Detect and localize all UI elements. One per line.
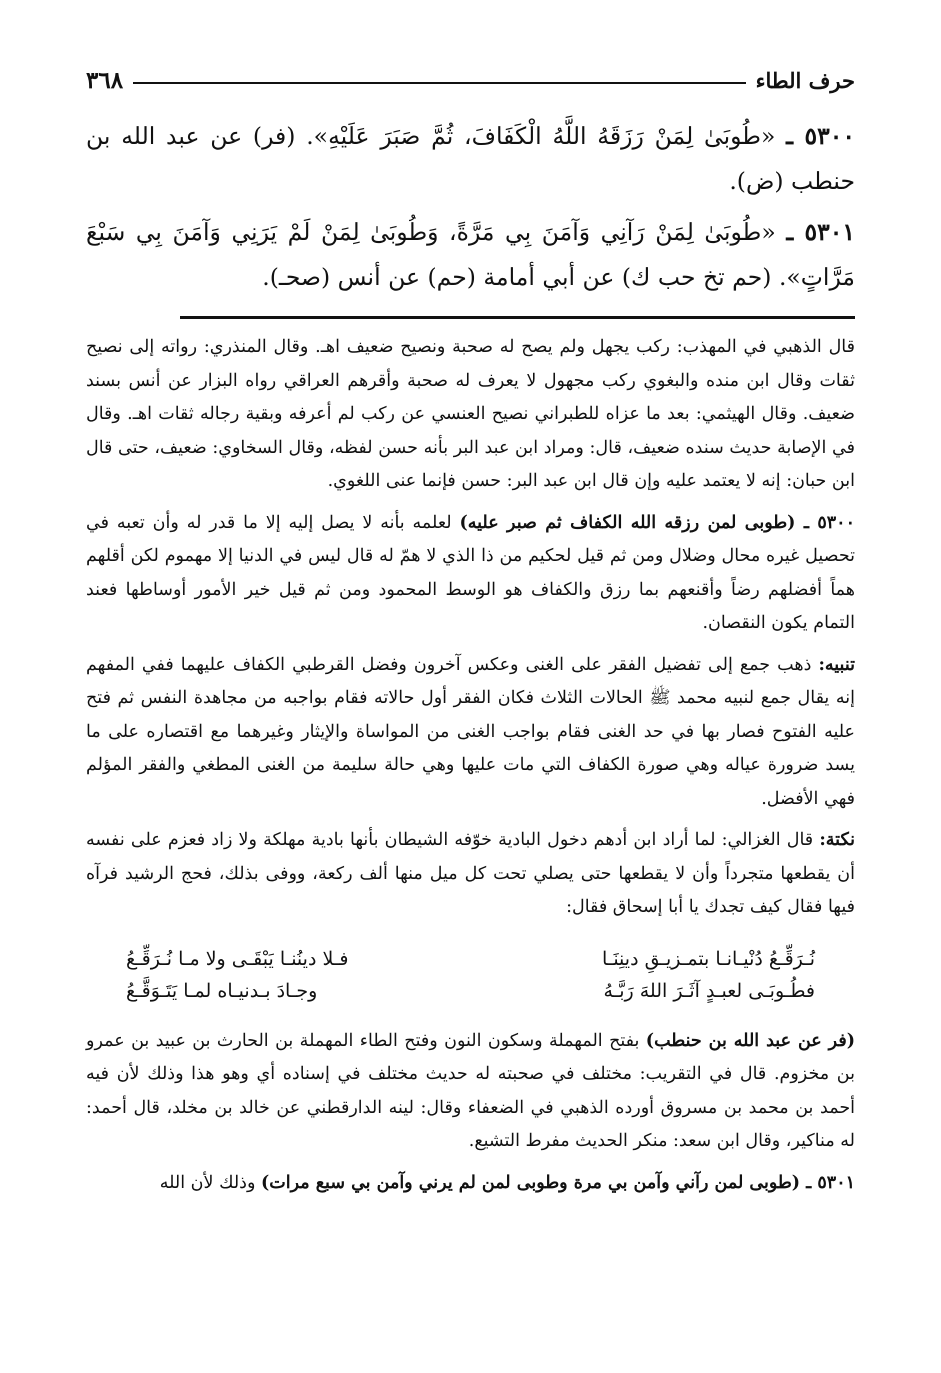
- paragraph-lead: نكتة:: [819, 830, 855, 850]
- paragraph-lead: تنبيه:: [818, 654, 855, 675]
- verse-first-hemistich: نُـرَقِّـعُ دُنْيـانـا بتمـزيـقِ دينِنَـا: [601, 947, 815, 970]
- verse-first-hemistich: فطُـوبَـى لعبـدٍ آثَـرَ اللهَ رَبَّـهُ: [603, 979, 815, 1002]
- footnote-separator: [180, 316, 855, 319]
- commentary-paragraph: [86, 507, 855, 641]
- hadith-text: «طُوبَىٰ لِمَنْ رَزَقَهُ اللَّهُ الْكَفَافَ، ثُمَّ صَبَرَ عَلَيْهِ». (فر) عن عبد الله بن حنطب (ض).: [86, 122, 855, 195]
- commentary-paragraph: [86, 824, 855, 925]
- paragraph-lead: ٥٣٠١ ـ (طوبى لمن رآني وآمن بي مرة وطوبى لمن لم يرني وآمن بي سبع مرات): [260, 1172, 855, 1193]
- header-rule: [133, 82, 746, 84]
- poem: [126, 943, 815, 1007]
- paragraph-text: قال الغزالي: لما أراد ابن أدهم دخول البادية خوّفه الشيطان بأنها بادية مهلكة ولا زاد فعزم على نفسه أن يقطعها متجرداً وأن لا يقطعها حتى يصلي تحت كل ميل منها ألف ركعة، ووفى بذلك، فحج الرشيد فرآه فيها فقال كيف تجدك يا أبا إسحاق فقال:: [86, 830, 855, 917]
- verse-second-hemistich: وجـادَ بـدنيـاه لمـا يَتَـوَقَّـعُ: [126, 979, 318, 1002]
- hadith-5300: [86, 114, 855, 204]
- paragraph-text: بفتح المهملة وسكون النون وفتح الطاء المهملة بن الحارث بن عبيد بن عمرو بن مخزوم. قال في التقريب: مختلف في صحبته له حديث مختلف في إسناده أي وهو هذا وذلك لأن فيه أحمد بن محمد بن مسروق أورده الذهبي في الضعفاء وقال: لينه الدارقطني عن خالد بن مخلد، قال أحمد: له مناكير، وقال ابن سعد: منكر الحديث مفرط التشيع.: [86, 1030, 855, 1151]
- verse-second-hemistich: فـلا دينُنـا يَبْقَـى ولا مـا نُـرَقِّـعُ: [126, 947, 349, 970]
- commentary-paragraph: قال الذهبي في المهذب: ركب يجهل ولم يصح له صحبة ونصيح ضعيف اهـ. وقال المنذري: رواته إلى نصيح ثقات وقال ابن منده والبغوي ركب مجهول لا يعرف له صحبة وأقرهم العراقي رواه البزار عن أنس بسند ضعيف. وقال الهيثمي: بعد ما عزاه للطبراني نصيح العنسي عن ركب لم أعرفه وبقية رجاله ثقات اهـ. وقال في الإصابة حديث سنده ضعيف، قال: ومراد ابن عبد البر بأنه حسن لفظه، وقال السخاوي: ضعيف، حتى قال ابن حبان: إنه لا يعتمد عليه وإن قال ابن عبد البر: حسن فإنما عنى اللغوي.: [86, 337, 855, 491]
- chapter-title: حرف الطاء: [755, 67, 855, 93]
- commentary-paragraph: [86, 1167, 855, 1201]
- hadith-list: [86, 114, 855, 300]
- commentary-paragraph: [86, 1025, 855, 1159]
- paragraph-text: لعلمه بأنه لا يصل إليه إلا ما قدر له وأن تعبه في تحصيل غيره محال وضلال ومن ثم قيل لحكيم من ذا الذي لا همّ له قال ليس في الدنيا إلا مهموم لكن أقلهم هماً أفضلهم رضاً وأقنعهم بما رزق والكفاف هو الوسط المحمود ومن ثم قيل خير الأمور أوساطها فعند التمام يكون النقصان.: [86, 512, 855, 633]
- hadith-number: ٥٣٠١ ـ: [786, 218, 855, 246]
- poem-verse: [126, 943, 815, 975]
- commentary-paragraph: [86, 649, 855, 817]
- hadith-text: «طُوبَىٰ لِمَنْ رَآنِي وَآمَنَ بِي مَرَّةً، وَطُوبَىٰ لِمَنْ لَمْ يَرَنِي وَآمَنَ بِي سَبْعَ مَرَّاتٍ». (حم تخ حب ك) عن أبي أمامة (حم) عن أنس (صحـ).: [86, 218, 855, 291]
- page-number: ٣٦٨: [86, 66, 124, 94]
- paragraph-text: وذلك لأن الله: [159, 1172, 256, 1193]
- page-header: [86, 60, 855, 100]
- paragraph-lead: ٥٣٠٠ ـ (طوبى لمن رزقه الله الكفاف ثم صبر عليه): [459, 512, 855, 533]
- poem-verse: [126, 975, 815, 1007]
- commentary: [86, 331, 855, 1200]
- hadith-number: ٥٣٠٠ ـ: [786, 122, 855, 150]
- hadith-5301: [86, 210, 855, 300]
- paragraph-text: ذهب جمع إلى تفضيل الفقر على الغنى وعكس آخرون وفضل القرطبي الكفاف عليهما ففي المفهم إنه يقال جمع لنبيه محمد ﷺ الحالات الثلاث فكان الفقر أول حالاته فقام بواجبه من مجاهدة النفس ثم فتح عليه الفتوح فصار بها في حد الغنى فقام بواجب الغنى من المواساة والإيثار وغيرهما مع اقتصاره على ما يسد ضرورة عياله وهي صورة الكفاف التي مات عليها وهي حالة سليمة من الغنى المطغي والفقر المؤلم فهي الأفضل.: [86, 654, 855, 809]
- paragraph-lead: (فر عن عبد الله بن حنطب): [645, 1030, 855, 1051]
